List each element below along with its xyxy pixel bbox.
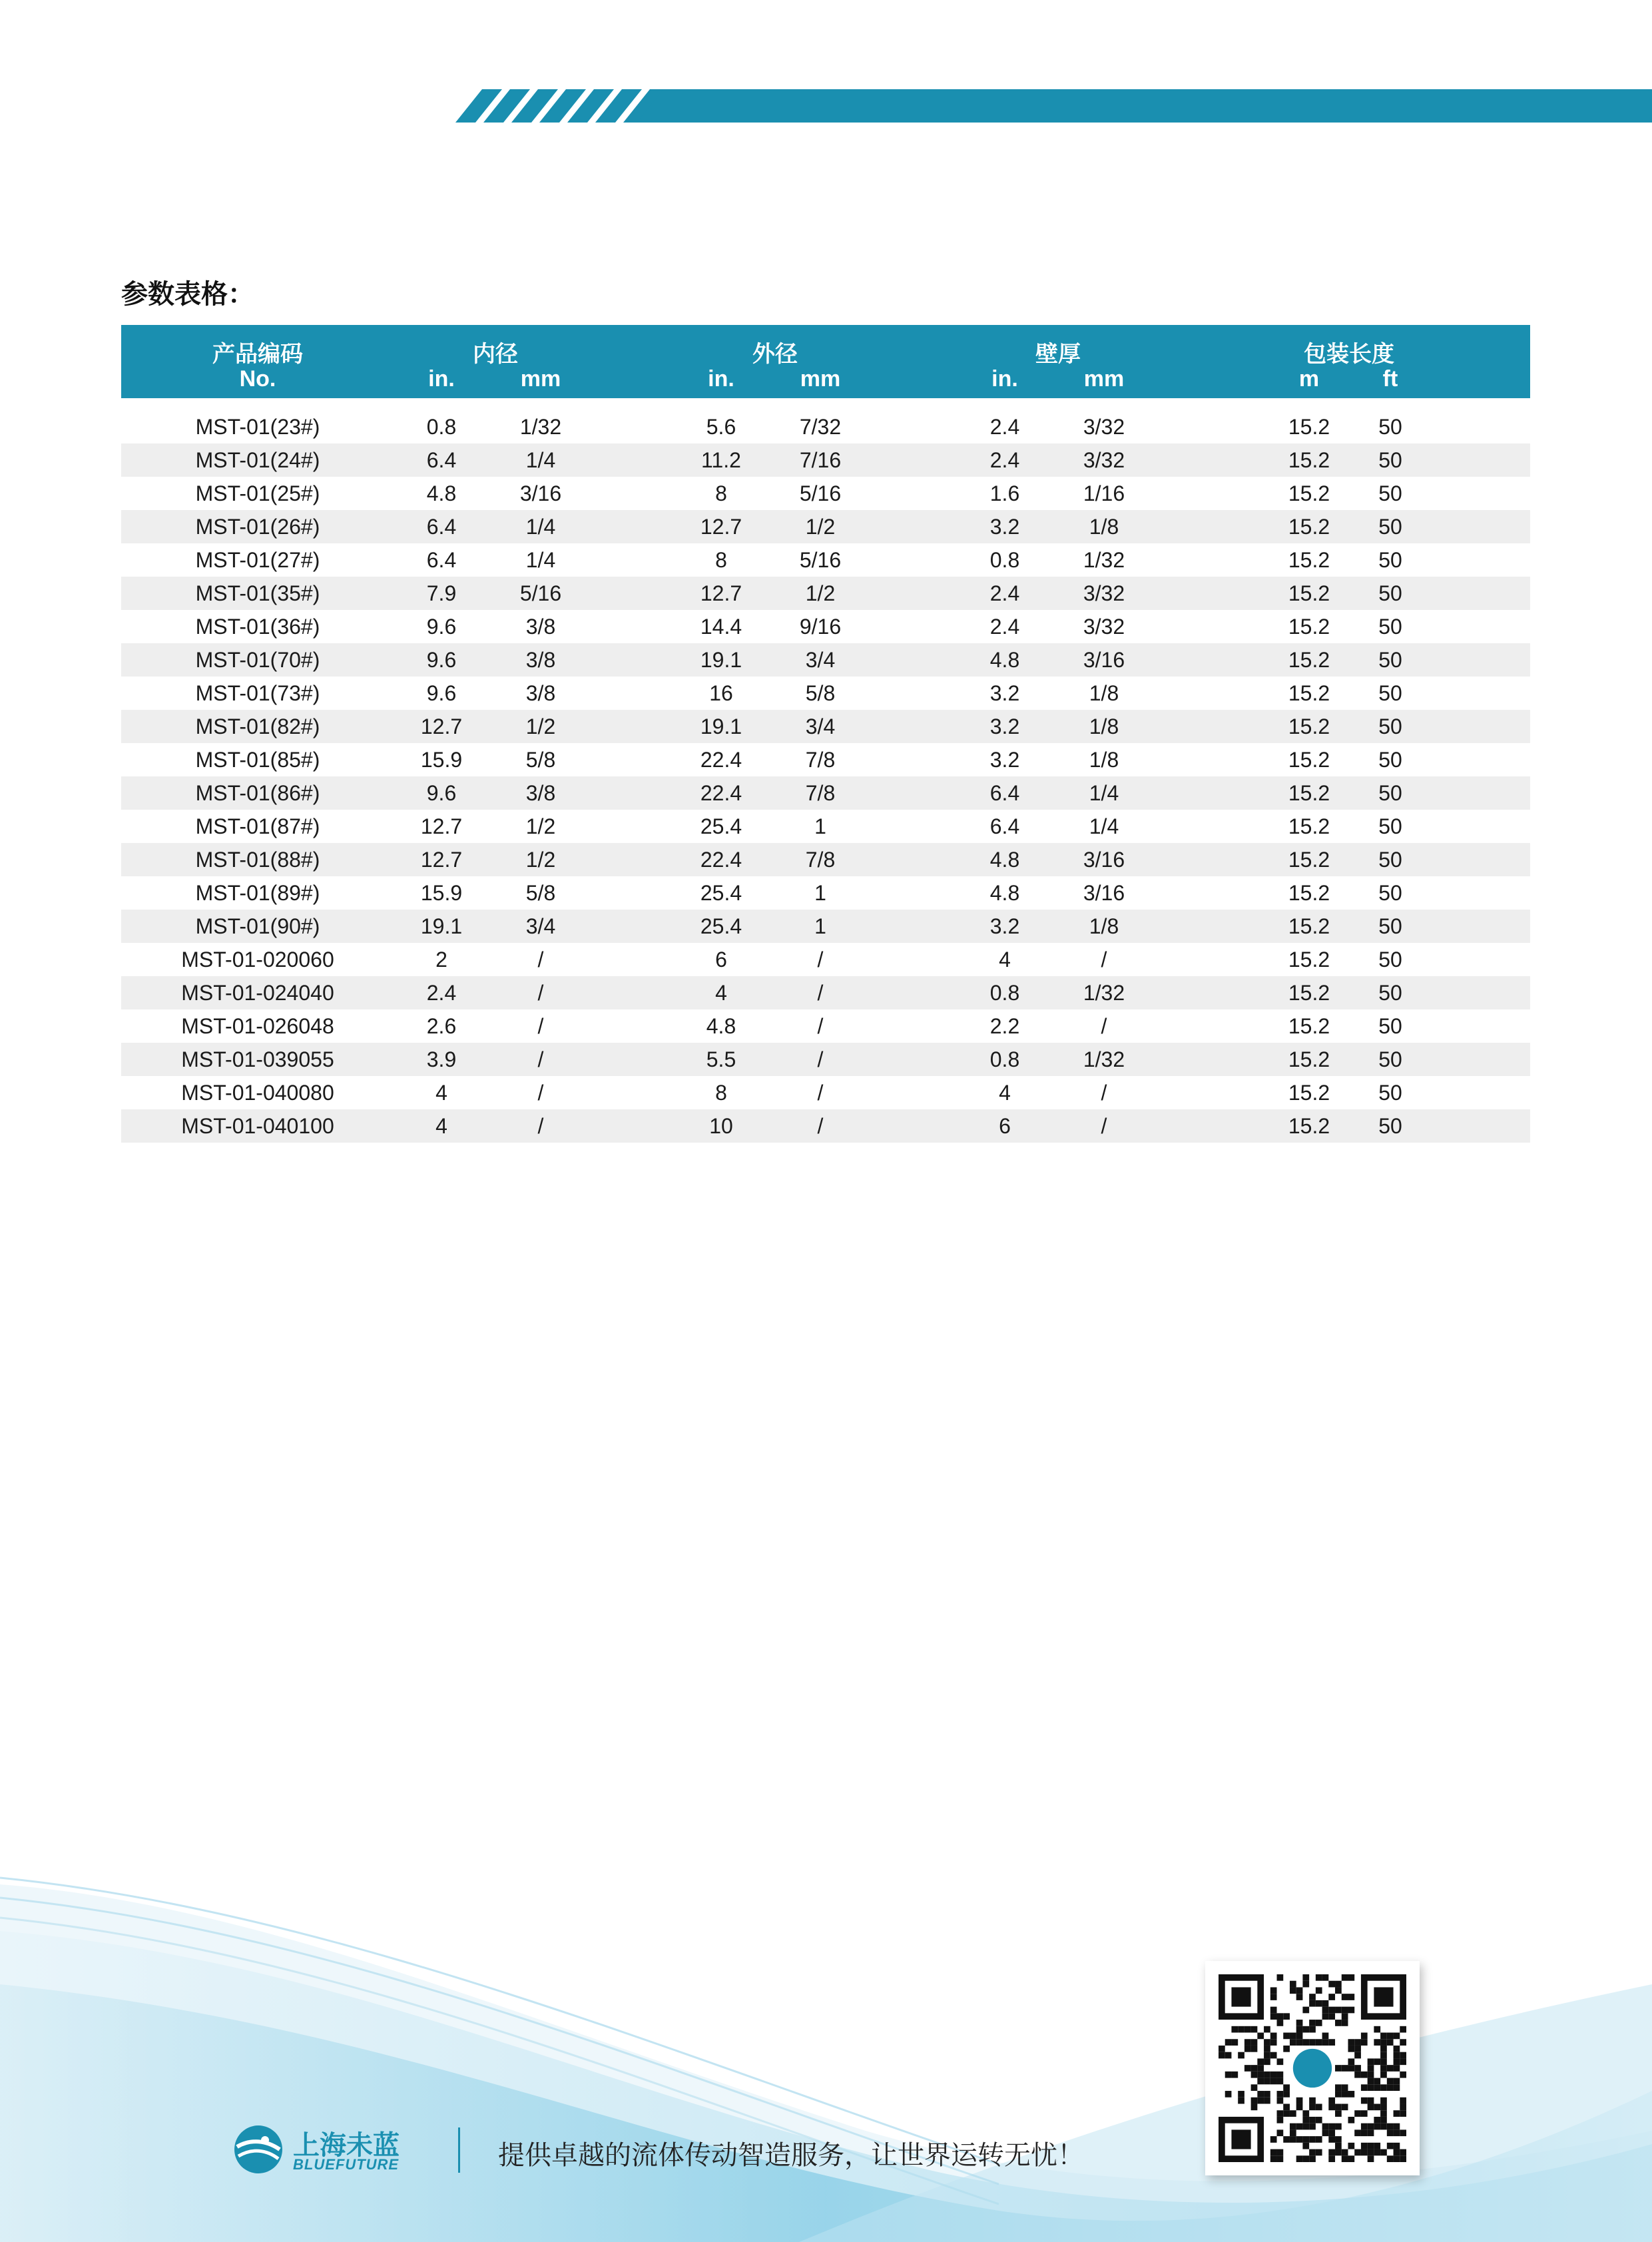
cell-length-ft: 50 [1378, 548, 1402, 572]
cell-wall-mm: 1/4 [1089, 814, 1119, 838]
cell-inner-in: 9.6 [426, 781, 457, 805]
cell-wall-in: 2.4 [989, 448, 1020, 472]
cell-outer-mm: 1 [814, 814, 826, 838]
cell-inner-mm: 1/32 [519, 415, 562, 439]
cell-length-m: 15.2 [1288, 814, 1330, 838]
cell-length-m: 15.2 [1288, 548, 1330, 572]
table-row [121, 510, 1530, 543]
cell-inner-in: 4 [435, 1114, 447, 1138]
footer-slogan: 提供卓越的流体传动智造服务，让世界运转无忧！ [498, 2141, 1084, 2170]
cell-outer-mm: / [817, 1014, 824, 1038]
header-inner-mm: mm [520, 366, 561, 392]
cell-wall-mm: 3/16 [1083, 848, 1125, 872]
cell-code: MST-01-024040 [181, 981, 334, 1005]
cell-length-ft: 50 [1378, 948, 1402, 972]
table-row [121, 910, 1530, 943]
cell-outer-mm: 7/32 [799, 415, 842, 439]
header-outer-mm: mm [800, 366, 841, 392]
cell-inner-mm: / [537, 948, 544, 972]
cell-code: MST-01-040100 [181, 1114, 334, 1138]
cell-outer-mm: 1 [814, 881, 826, 905]
cell-length-ft: 50 [1378, 648, 1402, 672]
header-package-length: 包装长度 [1304, 342, 1394, 367]
cell-outer-in: 6 [715, 948, 727, 972]
cell-inner-in: 2.4 [426, 981, 457, 1005]
cell-wall-in: 3.2 [989, 914, 1020, 938]
cell-outer-in: 5.5 [706, 1047, 736, 1071]
cell-code: MST-01(36#) [195, 615, 320, 639]
cell-wall-in: 6 [999, 1114, 1011, 1138]
footer-divider [458, 2127, 460, 2173]
cell-inner-mm: 1/4 [525, 548, 556, 572]
cell-outer-mm: 3/4 [805, 648, 836, 672]
brand-logo [232, 2123, 418, 2176]
table-row [121, 677, 1530, 710]
cell-inner-mm: 3/8 [525, 648, 556, 672]
cell-inner-mm: 3/16 [519, 481, 562, 505]
cell-inner-in: 12.7 [420, 848, 463, 872]
logo-mark-icon [232, 2123, 285, 2176]
header-wall-in: in. [991, 366, 1018, 392]
cell-wall-in: 3.2 [989, 714, 1020, 738]
cell-code: MST-01-040080 [181, 1081, 334, 1105]
cell-outer-mm: 7/8 [805, 781, 836, 805]
header-outer-diameter: 外径 [752, 342, 798, 367]
cell-outer-in: 16 [709, 681, 733, 705]
cell-length-m: 15.2 [1288, 714, 1330, 738]
cell-outer-mm: 1/2 [805, 515, 836, 539]
cell-length-m: 15.2 [1288, 914, 1330, 938]
cell-outer-in: 4 [715, 981, 727, 1005]
cell-outer-mm: 5/16 [799, 481, 842, 505]
cell-length-ft: 50 [1378, 748, 1402, 772]
cell-outer-in: 12.7 [700, 515, 742, 539]
cell-code: MST-01(90#) [195, 914, 320, 938]
table-row [121, 1043, 1530, 1076]
cell-outer-mm: / [817, 1047, 824, 1071]
cell-wall-mm: 1/16 [1083, 481, 1125, 505]
cell-wall-mm: / [1101, 948, 1107, 972]
cell-outer-mm: 9/16 [799, 615, 842, 639]
cell-code: MST-01(27#) [195, 548, 320, 572]
cell-outer-in: 25.4 [700, 914, 742, 938]
cell-outer-mm: 7/16 [799, 448, 842, 472]
cell-outer-mm: / [817, 981, 824, 1005]
cell-wall-in: 4.8 [989, 848, 1020, 872]
cell-inner-mm: 3/8 [525, 615, 556, 639]
table-row [121, 843, 1530, 876]
header-wall-thickness: 壁厚 [1035, 342, 1081, 367]
header-code-en: No. [239, 366, 276, 392]
qr-code-card[interactable] [1205, 1961, 1420, 2175]
cell-length-m: 15.2 [1288, 615, 1330, 639]
cell-length-ft: 50 [1378, 714, 1402, 738]
cell-length-ft: 50 [1378, 481, 1402, 505]
cell-inner-mm: 5/8 [525, 881, 556, 905]
cell-length-m: 15.2 [1288, 748, 1330, 772]
cell-inner-mm: 1/2 [525, 848, 556, 872]
cell-wall-mm: 3/16 [1083, 881, 1125, 905]
cell-wall-in: 0.8 [989, 548, 1020, 572]
cell-length-m: 15.2 [1288, 415, 1330, 439]
cell-outer-mm: / [817, 948, 824, 972]
cell-inner-mm: 1/4 [525, 515, 556, 539]
cell-length-ft: 50 [1378, 914, 1402, 938]
header-stripe-bar [0, 0, 1652, 133]
cell-outer-mm: / [817, 1114, 824, 1138]
header-length-m: m [1298, 366, 1320, 392]
qr-code-icon [1219, 1974, 1406, 2162]
header-inner-diameter: 内径 [473, 342, 518, 367]
cell-wall-in: 2.4 [989, 615, 1020, 639]
cell-length-m: 15.2 [1288, 1047, 1330, 1071]
cell-code: MST-01-039055 [181, 1047, 334, 1071]
cell-wall-in: 0.8 [989, 1047, 1020, 1071]
cell-wall-in: 1.6 [989, 481, 1020, 505]
table-row [121, 743, 1530, 776]
cell-outer-mm: 3/4 [805, 714, 836, 738]
cell-outer-in: 12.7 [700, 581, 742, 605]
table-row [121, 976, 1530, 1009]
cell-wall-mm: 1/32 [1083, 981, 1125, 1005]
cell-length-ft: 50 [1378, 1047, 1402, 1071]
cell-wall-in: 4.8 [989, 881, 1020, 905]
cell-outer-mm: 5/16 [799, 548, 842, 572]
header-inner-in: in. [428, 366, 455, 392]
cell-length-m: 15.2 [1288, 481, 1330, 505]
cell-length-m: 15.2 [1288, 648, 1330, 672]
table-row [121, 876, 1530, 910]
cell-wall-mm: / [1101, 1114, 1107, 1138]
header-outer-in: in. [708, 366, 734, 392]
table-row [121, 1076, 1530, 1109]
cell-wall-mm: 1/32 [1083, 548, 1125, 572]
cell-inner-mm: 1/2 [525, 714, 556, 738]
cell-length-m: 15.2 [1288, 681, 1330, 705]
cell-code: MST-01(26#) [195, 515, 320, 539]
cell-code: MST-01(24#) [195, 448, 320, 472]
cell-length-m: 15.2 [1288, 581, 1330, 605]
header-length-ft: ft [1382, 366, 1398, 392]
cell-inner-in: 19.1 [420, 914, 463, 938]
cell-wall-in: 4 [999, 948, 1011, 972]
cell-inner-in: 9.6 [426, 615, 457, 639]
cell-code: MST-01(88#) [195, 848, 320, 872]
cell-code: MST-01-026048 [181, 1014, 334, 1038]
header-wall-mm: mm [1083, 366, 1125, 392]
table-row [121, 776, 1530, 810]
cell-outer-in: 22.4 [700, 781, 742, 805]
cell-outer-in: 8 [715, 548, 727, 572]
cell-inner-mm: / [537, 1081, 544, 1105]
spec-table [121, 325, 1530, 1143]
cell-wall-in: 3.2 [989, 748, 1020, 772]
cell-length-ft: 50 [1378, 881, 1402, 905]
cell-inner-in: 4 [435, 1081, 447, 1105]
cell-outer-in: 22.4 [700, 748, 742, 772]
table-row [121, 543, 1530, 577]
cell-outer-in: 8 [715, 481, 727, 505]
cell-length-ft: 50 [1378, 1114, 1402, 1138]
cell-inner-in: 9.6 [426, 648, 457, 672]
cell-inner-in: 6.4 [426, 448, 457, 472]
cell-length-ft: 50 [1378, 615, 1402, 639]
cell-inner-mm: 3/8 [525, 681, 556, 705]
cell-wall-mm: 3/32 [1083, 581, 1125, 605]
cell-wall-mm: / [1101, 1081, 1107, 1105]
cell-length-m: 15.2 [1288, 515, 1330, 539]
table-header [121, 325, 1530, 398]
cell-code: MST-01(82#) [195, 714, 320, 738]
cell-outer-in: 5.6 [706, 415, 736, 439]
cell-outer-in: 14.4 [700, 615, 742, 639]
cell-wall-in: 2.4 [989, 581, 1020, 605]
cell-wall-in: 3.2 [989, 681, 1020, 705]
section-title: 参数表格： [121, 280, 254, 309]
cell-length-ft: 50 [1378, 814, 1402, 838]
cell-code: MST-01(25#) [195, 481, 320, 505]
cell-wall-in: 2.2 [989, 1014, 1020, 1038]
cell-code: MST-01(89#) [195, 881, 320, 905]
cell-inner-in: 3.9 [426, 1047, 457, 1071]
table-row [121, 610, 1530, 643]
table-row [121, 443, 1530, 477]
table-row [121, 1009, 1530, 1043]
cell-outer-in: 25.4 [700, 814, 742, 838]
cell-wall-mm: 1/8 [1089, 515, 1119, 539]
cell-outer-in: 8 [715, 1081, 727, 1105]
cell-length-m: 15.2 [1288, 981, 1330, 1005]
cell-wall-mm: 3/32 [1083, 415, 1125, 439]
cell-inner-in: 15.9 [420, 748, 463, 772]
table-row [121, 1109, 1530, 1143]
cell-length-ft: 50 [1378, 1014, 1402, 1038]
cell-length-m: 15.2 [1288, 948, 1330, 972]
table-row [121, 643, 1530, 677]
cell-wall-in: 0.8 [989, 981, 1020, 1005]
cell-outer-mm: 7/8 [805, 848, 836, 872]
cell-code: MST-01(73#) [195, 681, 320, 705]
cell-outer-in: 19.1 [700, 648, 742, 672]
cell-outer-in: 10 [709, 1114, 733, 1138]
table-row [121, 577, 1530, 610]
cell-inner-in: 2.6 [426, 1014, 457, 1038]
cell-wall-mm: 1/8 [1089, 681, 1119, 705]
table-body [121, 410, 1530, 1143]
cell-inner-in: 9.6 [426, 681, 457, 705]
cell-outer-mm: 5/8 [805, 681, 836, 705]
cell-length-ft: 50 [1378, 781, 1402, 805]
cell-inner-in: 2 [435, 948, 447, 972]
cell-inner-mm: 5/16 [519, 581, 562, 605]
cell-wall-mm: 1/4 [1089, 781, 1119, 805]
cell-code: MST-01-020060 [181, 948, 334, 972]
cell-outer-mm: 1 [814, 914, 826, 938]
cell-inner-mm: / [537, 981, 544, 1005]
cell-code: MST-01(85#) [195, 748, 320, 772]
cell-outer-in: 22.4 [700, 848, 742, 872]
cell-outer-in: 4.8 [706, 1014, 736, 1038]
cell-inner-mm: 3/4 [525, 914, 556, 938]
cell-length-ft: 50 [1378, 1081, 1402, 1105]
cell-length-m: 15.2 [1288, 781, 1330, 805]
cell-length-ft: 50 [1378, 515, 1402, 539]
cell-inner-in: 15.9 [420, 881, 463, 905]
cell-inner-in: 12.7 [420, 714, 463, 738]
cell-inner-mm: / [537, 1114, 544, 1138]
cell-length-m: 15.2 [1288, 1014, 1330, 1038]
cell-wall-mm: 3/32 [1083, 615, 1125, 639]
cell-wall-mm: 1/8 [1089, 714, 1119, 738]
cell-wall-in: 4.8 [989, 648, 1020, 672]
cell-wall-in: 2.4 [989, 415, 1020, 439]
table-row [121, 477, 1530, 510]
cell-inner-in: 6.4 [426, 515, 457, 539]
table-row [121, 810, 1530, 843]
cell-wall-in: 4 [999, 1081, 1011, 1105]
cell-wall-mm: / [1101, 1014, 1107, 1038]
cell-wall-mm: 1/8 [1089, 914, 1119, 938]
header-code-cn: 产品编码 [212, 342, 303, 367]
cell-code: MST-01(86#) [195, 781, 320, 805]
cell-length-m: 15.2 [1288, 848, 1330, 872]
cell-outer-in: 19.1 [700, 714, 742, 738]
cell-outer-in: 25.4 [700, 881, 742, 905]
cell-length-ft: 50 [1378, 415, 1402, 439]
cell-inner-mm: / [537, 1014, 544, 1038]
cell-code: MST-01(35#) [195, 581, 320, 605]
cell-wall-mm: 1/32 [1083, 1047, 1125, 1071]
table-row [121, 410, 1530, 443]
cell-wall-mm: 3/16 [1083, 648, 1125, 672]
brand-name-en: BLUEFUTURE [293, 2156, 400, 2173]
cell-code: MST-01(23#) [195, 415, 320, 439]
cell-length-ft: 50 [1378, 448, 1402, 472]
cell-inner-in: 4.8 [426, 481, 457, 505]
cell-inner-mm: / [537, 1047, 544, 1071]
cell-wall-in: 6.4 [989, 814, 1020, 838]
cell-inner-in: 12.7 [420, 814, 463, 838]
cell-wall-in: 3.2 [989, 515, 1020, 539]
cell-length-ft: 50 [1378, 681, 1402, 705]
cell-wall-in: 6.4 [989, 781, 1020, 805]
cell-length-m: 15.2 [1288, 1114, 1330, 1138]
cell-length-m: 15.2 [1288, 1081, 1330, 1105]
cell-code: MST-01(70#) [195, 648, 320, 672]
cell-length-ft: 50 [1378, 981, 1402, 1005]
cell-inner-mm: 1/4 [525, 448, 556, 472]
cell-outer-mm: 1/2 [805, 581, 836, 605]
table-row [121, 943, 1530, 976]
cell-inner-mm: 3/8 [525, 781, 556, 805]
table-row [121, 710, 1530, 743]
cell-wall-mm: 1/8 [1089, 748, 1119, 772]
cell-wall-mm: 3/32 [1083, 448, 1125, 472]
cell-length-ft: 50 [1378, 581, 1402, 605]
cell-inner-mm: 5/8 [525, 748, 556, 772]
cell-outer-mm: / [817, 1081, 824, 1105]
cell-inner-in: 7.9 [426, 581, 457, 605]
cell-length-ft: 50 [1378, 848, 1402, 872]
cell-inner-in: 6.4 [426, 548, 457, 572]
cell-inner-mm: 1/2 [525, 814, 556, 838]
cell-outer-mm: 7/8 [805, 748, 836, 772]
cell-length-m: 15.2 [1288, 448, 1330, 472]
brand-name-cn: 上海未蓝 [293, 2131, 400, 2160]
cell-outer-in: 11.2 [701, 448, 741, 472]
cell-inner-in: 0.8 [426, 415, 457, 439]
cell-length-m: 15.2 [1288, 881, 1330, 905]
cell-code: MST-01(87#) [195, 814, 320, 838]
